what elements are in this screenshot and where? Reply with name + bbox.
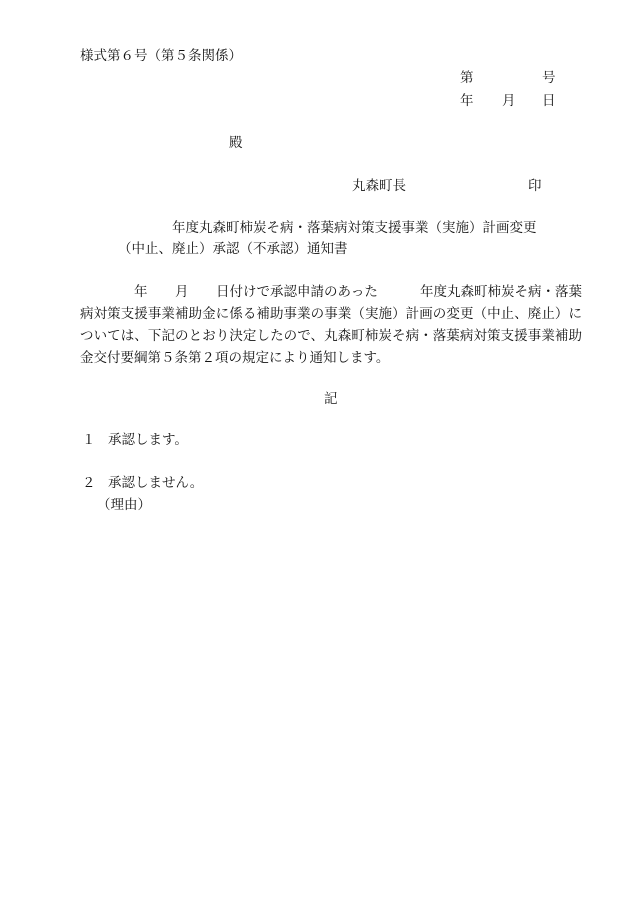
addressee-honorific: 殿	[229, 135, 243, 151]
body-text-a: 日付けで承認申請のあった	[216, 284, 378, 300]
item-1-number: １	[82, 432, 96, 448]
body-month: 月	[175, 284, 189, 300]
title-line-1: 年度丸森町柿炭そ病・落葉病対策支援事業（実施）計画変更	[172, 220, 537, 236]
reason-label: （理由）	[97, 497, 151, 513]
item-1-text: 承認します。	[108, 432, 188, 448]
title-line-2: （中止、廃止）承認（不承認）通知書	[118, 241, 348, 257]
doc-number-suffix: 号	[542, 70, 556, 86]
doc-number-prefix: 第	[460, 70, 474, 86]
body-line-3: ついては、下記のとおり決定したので、丸森町柿炭そ病・落葉病対策支援事業補助	[80, 328, 582, 344]
date-month: 月	[502, 93, 516, 109]
body-text-b: 年度丸森町柿炭そ病・落葉	[420, 284, 582, 300]
date-year: 年	[460, 93, 474, 109]
sender-title: 丸森町長	[352, 178, 406, 194]
form-number: 様式第６号（第５条関係）	[80, 48, 242, 64]
body-line-4: 金交付要綱第５条第２項の規定により通知します。	[80, 350, 390, 366]
item-2-number: ２	[82, 475, 96, 491]
seal-mark: 印	[528, 178, 542, 194]
body-line-2: 病対策支援事業補助金に係る補助事業の事業（実施）計画の変更（中止、廃止）に	[80, 306, 582, 322]
item-2-text: 承認しません。	[108, 475, 204, 491]
ki-heading: 記	[324, 391, 338, 407]
body-year: 年	[134, 284, 148, 300]
date-day: 日	[542, 93, 556, 109]
